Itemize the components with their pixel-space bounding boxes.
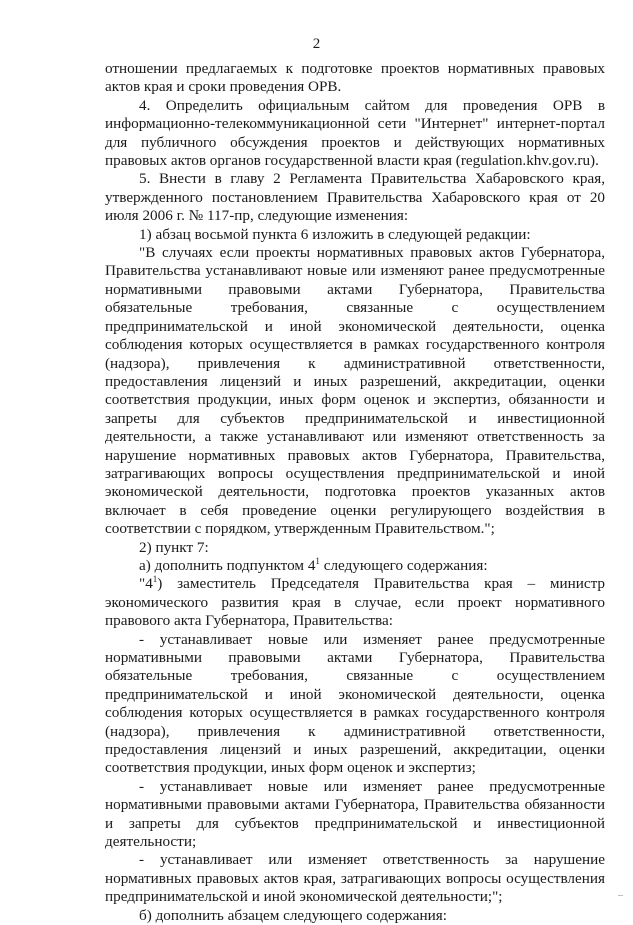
paragraph: отношении предлагаемых к подготовке проектов нормативных правовых актов края и сроки проведения ОРВ. bbox=[105, 60, 605, 96]
superscript: 1 bbox=[152, 574, 158, 585]
paragraph-4-1-suffix: ) заместитель Председателя Правительства края – министр экономического развития края в случае, если проект нормативного правового акта Губернатора, Правительства: bbox=[105, 575, 605, 630]
paragraph: 1) абзац восьмой пункта 6 изложить в следующей редакции: bbox=[139, 225, 531, 243]
paragraph-a-suffix: следующего содержания: bbox=[319, 556, 488, 574]
paragraph-a bbox=[105, 557, 605, 575]
quoted-paragraph: "В случаях если проекты нормативных правовых актов Губернатора, Правительства устанавливают новые или изменяют ранее предусмотренные нормативными правовыми актами Губернатора, Правительства обязательные требования, связанные с осуществлением предпринимательской и иной экономической деятельности, оценка соблюдения которых осуществляется в рамках государственного контроля (надзора), привлечения к административной ответственности, предоставления лицензий и иных разрешений, аккредитации, оценки соответствия продукции, иных форм оценок и экспертиз, обязанности и запреты для субъектов предпринимательской и инвестиционной деятельности, а также устанавливают или изменяют ответственность за нарушение нормативных правовых актов Губернатора, Правительства, затрагивающих вопросы осуществления предпринимательской и иной экономической деятельности, подготовка проектов указанных актов включает в себя проведение оценки регулирующего воздействия в соответствии с порядком, утвержденным Правительством."; bbox=[105, 244, 605, 538]
paragraph-b: б) дополнить абзацем следующего содержания: bbox=[139, 906, 447, 924]
document-body bbox=[105, 60, 605, 925]
paragraph-4-1 bbox=[105, 575, 605, 630]
bullet-paragraph: - устанавливает или изменяет ответственность за нарушение нормативных правовых актов края, затрагивающих вопросы осуществления предпринимательской и иной экономической деятельности;"; bbox=[105, 851, 605, 906]
paragraph-4-1-prefix: "4 bbox=[139, 575, 153, 593]
bullet-paragraph: - устанавливает новые или изменяет ранее предусмотренные нормативными правовыми актами Губернатора, Правительства обязанности и запреты для субъектов предпринимательской и инвестиционной деятельности; bbox=[105, 777, 605, 851]
scan-mark: – bbox=[618, 890, 623, 901]
paragraph: 5. Внести в главу 2 Регламента Правительства Хабаровского края, утвержденного постановлением Правительства Хабаровского края от 20 июля 2006 г. № 117-пр, следующие изменения: bbox=[105, 170, 605, 225]
paragraph: 2) пункт 7: bbox=[139, 538, 209, 556]
superscript: 1 bbox=[315, 555, 320, 566]
page-number: 2 bbox=[312, 36, 321, 52]
bullet-paragraph: - устанавливает новые или изменяет ранее предусмотренные нормативными правовыми актами Губернатора, Правительства обязательные требования, связанные с осуществлением предпринимательской и иной экономической деятельности, оценка соблюдения которых осуществляется в рамках государственного контроля (надзора), привлечения к административной ответственности, предоставления лицензий и иных разрешений, аккредитации, оценки соответствия продукции, иных форм оценок и экспертиз; bbox=[105, 630, 605, 777]
paragraph-a-prefix: а) дополнить подпунктом 4 bbox=[139, 556, 316, 574]
paragraph: 4. Определить официальным сайтом для проведения ОРВ в информационно-телекоммуникационной сети "Интернет" интернет-портал для публичного обсуждения проектов и действующих нормативных правовых актов органов государственной власти края (regulation.khv.gov.ru). bbox=[105, 96, 605, 170]
